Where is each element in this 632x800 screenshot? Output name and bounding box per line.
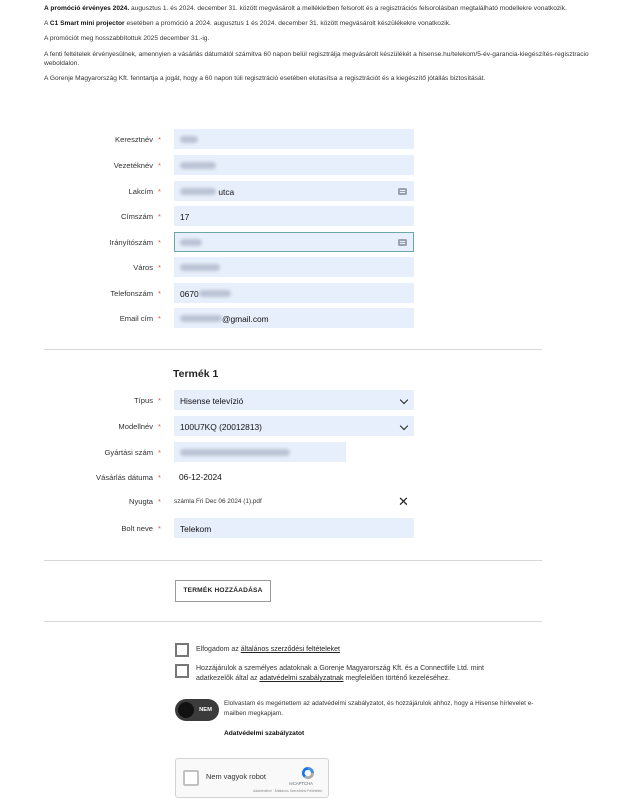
phone-label: Telefonszám xyxy=(110,289,154,298)
street-row xyxy=(44,181,624,203)
redacted-value xyxy=(180,136,198,143)
purchase-date-label: Vásárlás dátuma xyxy=(96,473,154,482)
serial-label: Gyártási szám xyxy=(104,448,154,457)
redacted-value xyxy=(180,264,220,271)
required-mark: * xyxy=(158,187,161,196)
redacted-value xyxy=(180,162,216,169)
phone-row xyxy=(44,283,624,305)
section-divider xyxy=(44,349,542,350)
add-product-button[interactable]: TERMÉK HOZZÁADÁSA xyxy=(175,580,271,602)
privacy-policy-link[interactable]: adatvédelmi szabályzatnak xyxy=(259,675,344,682)
serial-row xyxy=(44,442,624,464)
recaptcha-label: Nem vagyok robot xyxy=(206,772,266,781)
street-input[interactable] xyxy=(174,181,414,201)
type-label: Típus xyxy=(134,396,154,405)
required-mark: * xyxy=(158,135,161,144)
email-label: Email cím xyxy=(119,314,154,323)
toggle-knob xyxy=(178,702,194,718)
street-label: Lakcím xyxy=(128,187,154,196)
serial-input[interactable] xyxy=(174,442,346,462)
recaptcha-checkbox[interactable] xyxy=(183,770,199,786)
city-row xyxy=(44,257,624,279)
required-mark: * xyxy=(158,473,161,482)
model-label: Modellnév xyxy=(118,422,154,431)
shop-row xyxy=(44,518,624,540)
recaptcha-brand: reCAPTCHA xyxy=(289,781,313,786)
first-name-row xyxy=(44,129,624,151)
shop-label: Bolt neve xyxy=(121,524,154,533)
shop-input[interactable]: Telekom xyxy=(174,518,414,538)
model-row xyxy=(44,416,624,438)
privacy-checkbox[interactable] xyxy=(175,664,189,678)
purchase-date-row xyxy=(44,467,624,489)
promo-paragraph-1: A promóció érvényes 2024. augusztus 1. és 2024. december 31. között megvásárolt a mellékletben felsorolt és a regisztrációs felsorolásban megtalálható modellekre vonatkozik. xyxy=(44,5,567,12)
required-mark: * xyxy=(158,314,161,323)
promo-paragraph-5: A Gorenje Magyarország Kft. fenntartja a jogát, hogy a 60 napon túli regisztráció esetében elutasítsa a regisztrációt és a kiegészítő jótállás biztosítását. xyxy=(44,75,486,83)
city-input[interactable] xyxy=(174,257,414,277)
autofill-key-icon[interactable] xyxy=(398,239,407,246)
newsletter-toggle[interactable] xyxy=(175,699,219,721)
terms-checkbox[interactable] xyxy=(175,643,189,657)
type-select[interactable]: Hisense televízió xyxy=(174,390,414,410)
phone-input[interactable] xyxy=(174,283,414,303)
required-mark: * xyxy=(158,497,161,506)
purchase-date-input[interactable]: 06-12-2024 xyxy=(174,467,414,487)
recaptcha-terms[interactable]: Adatvédelmi · Általános Szerződési Feltételek xyxy=(253,789,322,793)
recaptcha-logo-icon xyxy=(300,766,316,780)
promo-terms-intro xyxy=(44,4,604,90)
email-suffix: @gmail.com xyxy=(222,314,269,324)
terms-link[interactable]: általános szerződési feltételeket xyxy=(240,646,340,653)
required-mark: * xyxy=(158,396,161,405)
privacy-text: Hozzájárulok a személyes adatoknak a Gorenje Magyarország Kft. és a Connectlife Ltd. mint adatkezelők által az adatvédelmi szabályzatnak megfelelően történő kezeléséhez. xyxy=(196,665,484,682)
last-name-label: Vezetéknév xyxy=(113,161,154,170)
remove-file-icon[interactable]: ✕ xyxy=(398,494,409,509)
first-name-input[interactable] xyxy=(174,129,414,149)
required-mark: * xyxy=(158,448,161,457)
receipt-file-name: számla Fri Dec 06 2024 (1).pdf xyxy=(174,498,262,505)
promo-paragraph-2: A C1 Smart mini projector esetében a promóció a 2024. augusztus 1 és 2024. december 31. között megvásárolt készülékekre vonatkozik. xyxy=(44,20,451,28)
zip-input[interactable] xyxy=(174,232,414,252)
type-row xyxy=(44,390,624,412)
city-label: Város xyxy=(133,263,154,272)
chevron-down-icon xyxy=(400,422,408,430)
zip-label: Irányítószám xyxy=(109,238,154,247)
model-select[interactable]: 100U7KQ (20012813) xyxy=(174,416,414,436)
house-number-row xyxy=(44,206,624,228)
required-mark: * xyxy=(158,422,161,431)
promo-paragraph-4: A fenti feltételek érvényesülnek, amennyien a vásárlás dátumától számítva 60 napon belül regisztrálja megvásárolt készülékét a hisense.hu/telekom/5-év-garancia-kiegészítés-regisztracio weboldalon. xyxy=(44,50,589,68)
zip-row xyxy=(44,232,624,254)
required-mark: * xyxy=(158,212,161,221)
redacted-value xyxy=(180,239,202,246)
receipt-label: Nyugta xyxy=(128,497,154,506)
section-divider xyxy=(44,621,542,622)
promo-paragraph-3: A promóciót meg hosszabbítottuk 2025 december 31.-ig. xyxy=(44,35,210,43)
privacy-policy-link[interactable]: Adatvédelmi szabályzatot xyxy=(224,730,305,737)
last-name-input[interactable] xyxy=(174,155,414,175)
street-suffix: utca xyxy=(218,187,235,197)
required-mark: * xyxy=(158,524,161,533)
required-mark: * xyxy=(158,289,161,298)
required-mark: * xyxy=(158,161,161,170)
section-divider xyxy=(44,560,542,561)
chevron-down-icon xyxy=(400,396,408,404)
autofill-key-icon[interactable] xyxy=(398,188,407,195)
redacted-value xyxy=(180,315,222,322)
first-name-label: Keresztnév xyxy=(115,135,154,144)
house-number-label: Címszám xyxy=(120,212,154,221)
receipt-row xyxy=(44,491,624,513)
toggle-state-label: NEM xyxy=(199,707,212,713)
recaptcha-widget xyxy=(175,758,329,798)
last-name-row xyxy=(44,155,624,177)
terms-text: Elfogadom az általános szerződési feltételeket xyxy=(196,646,340,653)
email-row xyxy=(44,308,624,330)
phone-prefix: 0670 xyxy=(180,289,199,299)
newsletter-consent-text: Elolvastam és megértettem az adatvédelmi szabályzatot, és hozzájárulok ahhoz, hogy a Hisense hírlevelet e-mailben megkapjam. xyxy=(224,700,534,717)
redacted-value xyxy=(199,290,231,297)
house-number-input[interactable]: 17 xyxy=(174,206,414,226)
redacted-value xyxy=(180,188,216,195)
redacted-value xyxy=(180,449,290,456)
email-input[interactable] xyxy=(174,308,414,328)
required-mark: * xyxy=(158,238,161,247)
required-mark: * xyxy=(158,263,161,272)
product-section-title: Termék 1 xyxy=(173,368,219,380)
